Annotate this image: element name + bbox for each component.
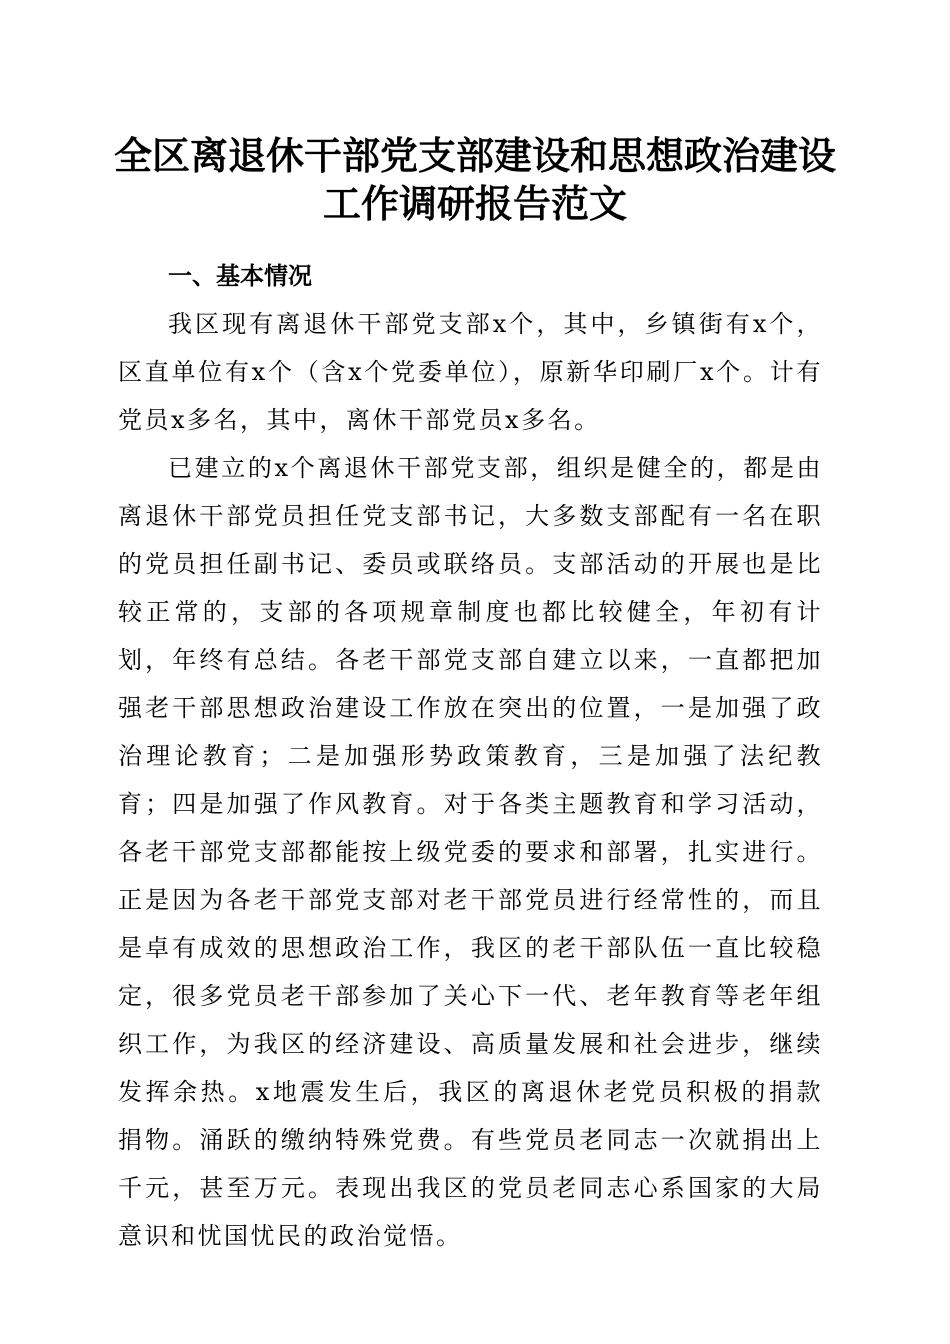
- document-title: 全区离退休干部党支部建设和思想政治建设工作调研报告范文: [113, 133, 836, 226]
- paragraph-1: 我区现有离退休干部党支部x个，其中，乡镇街有x个，区直单位有x个（含x个党委单位），原新华印刷厂x个。计有党员x多名，其中，离休干部党员x多名。: [118, 310, 823, 434]
- section-heading: 一、基本情况: [168, 262, 312, 290]
- paragraph-2: 已建立的x个离退休干部党支部，组织是健全的，都是由离退休干部党员担任党支部书记，大多数支部配有一名在职的党员担任副书记、委员或联络员。支部活动的开展也是比较正常的，支部的各项规章制度也都比较健全，年初有计划，年终有总结。各老干部党支部自建立以来，一直都把加强老干部思想政治建设工作放在突出的位置，一是加强了政治理论教育；二是加强形势政策教育，三是加强了法纪教育；四是加强了作风教育。对于各类主题教育和学习活动，各老干部党支部都能按上级党委的要求和部署，扎实进行。正是因为各老干部党支部对老干部党员进行经常性的，而且是卓有成效的思想政治工作，我区的老干部队伍一直比较稳定，很多党员老干部参加了关心下一代、老年教育等老年组织工作，为我区的经济建设、高质量发展和社会进步，继续发挥余热。x地震发生后，我区的离退休老党员积极的捐款捐物。涌跃的缴纳特殊党费。有些党员老同志一次就捐出上千元，甚至万元。表现出我区的党员老同志心系国家的大局意识和忧国忧民的政治觉悟。: [118, 454, 823, 1250]
- document-body: [118, 252, 823, 1260]
